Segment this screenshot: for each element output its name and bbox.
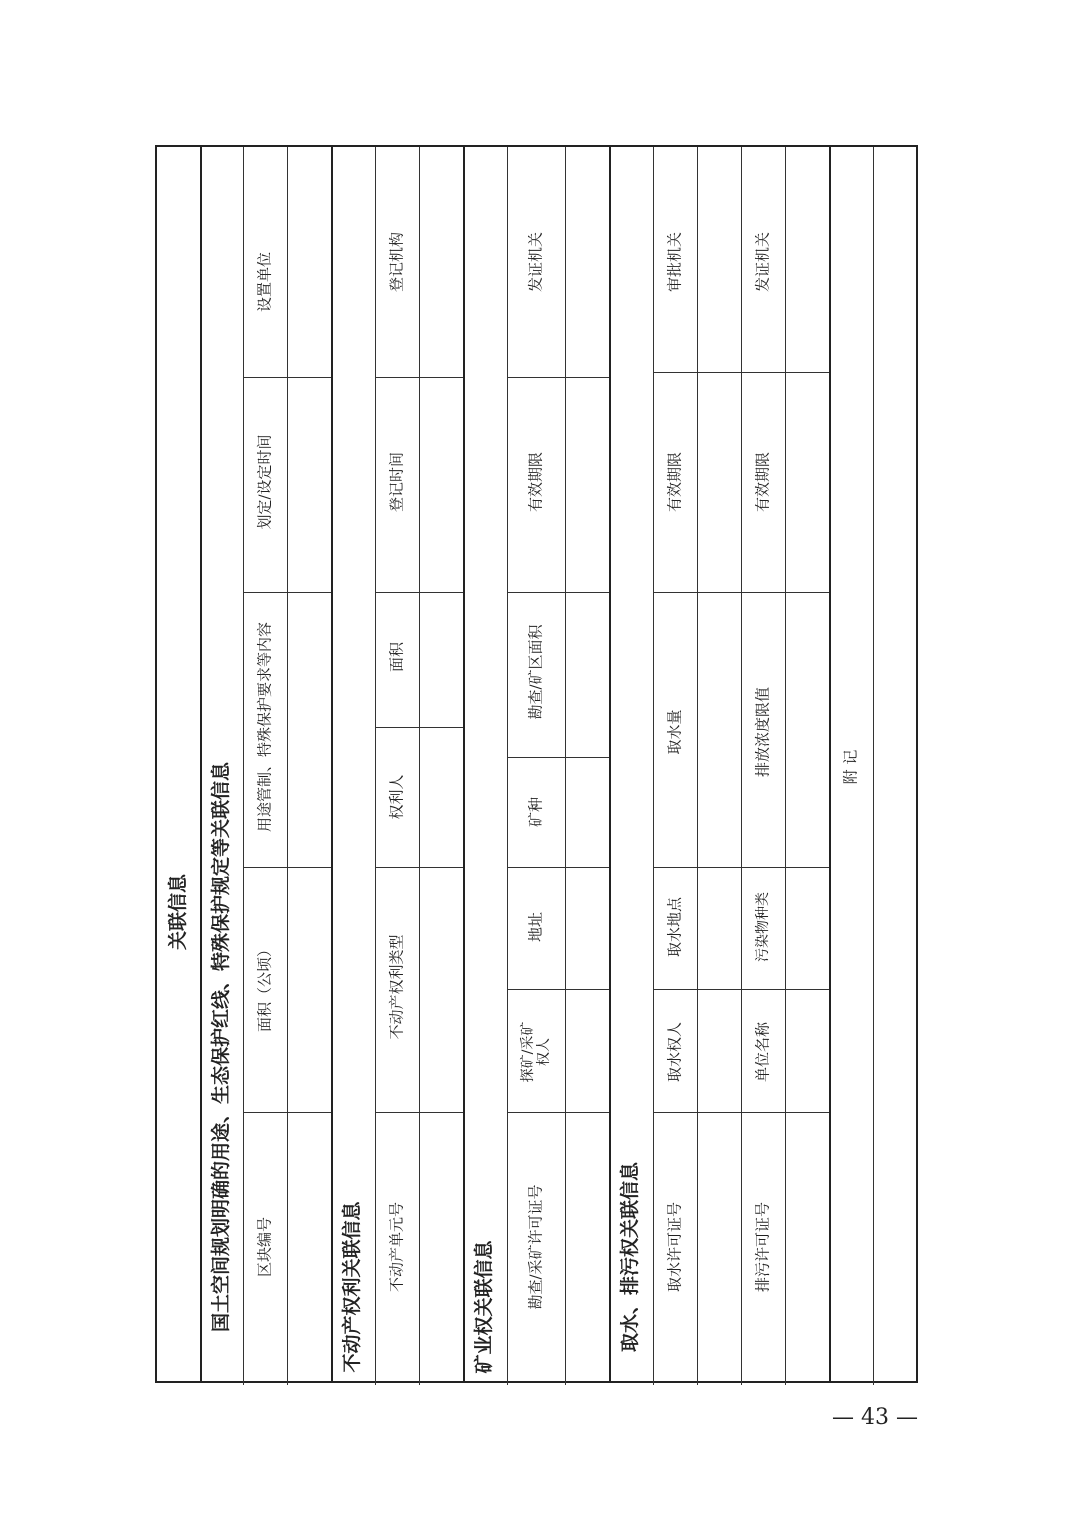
table-title: 关联信息 (167, 873, 190, 951)
header-mineral-type: 矿种 (526, 796, 545, 828)
header-water-amount: 取水量 (665, 709, 684, 755)
section-title-land-space: 国土空间规划明确的用途、生态保护红线、特殊保护规定等关联信息 (210, 761, 233, 1333)
header-pollution-issuer: 发证机关 (753, 231, 772, 293)
header-register-time: 登记时间 (387, 451, 406, 513)
header-validity: 有效期限 (526, 451, 545, 513)
header-unit-number: 不动产单元号 (387, 1201, 406, 1293)
header-issuing-org: 发证机关 (526, 231, 545, 293)
header-mining-right-holder: 探矿/采矿权人 (519, 1021, 552, 1083)
header-water-validity: 有效期限 (665, 451, 684, 513)
header-water-location: 取水地点 (665, 896, 684, 958)
header-water-holder: 取水权人 (665, 1021, 684, 1083)
header-water-approver: 审批机关 (665, 231, 684, 293)
header-water-license: 取水许可证号 (665, 1201, 684, 1293)
header-emission-limit: 排放浓度限值 (753, 686, 772, 778)
header-area: 面积 (387, 641, 406, 673)
related-info-table (155, 145, 918, 1383)
header-pollution-validity: 有效期限 (753, 451, 772, 513)
divider (200, 147, 202, 1381)
section-title-water: 取水、排污权关联信息 (619, 1161, 642, 1353)
header-right-holder: 权利人 (387, 774, 406, 820)
section-title-mining: 矿业权关联信息 (473, 1240, 496, 1374)
header-address: 地址 (526, 911, 545, 943)
divider (463, 147, 465, 1381)
header-register-org: 登记机构 (387, 231, 406, 293)
header-set-time: 划定/设定时间 (255, 434, 274, 530)
header-pollutant-type: 污染物种类 (754, 892, 771, 962)
header-right-type: 不动产权利类型 (387, 934, 406, 1040)
notes-label: 附 记 (841, 749, 860, 785)
section-title-real-estate: 不动产权利关联信息 (341, 1201, 364, 1373)
header-area-hectare: 面积（公顷） (255, 941, 274, 1033)
divider (331, 147, 333, 1381)
header-pollution-license: 排污许可证号 (753, 1201, 772, 1293)
page-number: — 43 — (832, 1405, 918, 1430)
divider (609, 147, 611, 1381)
header-block-number: 区块编号 (255, 1216, 274, 1278)
header-set-unit: 设置单位 (255, 251, 274, 313)
header-mining-area: 勘查/矿区面积 (526, 624, 545, 720)
header-license-number: 勘查/采矿许可证号 (526, 1184, 545, 1310)
divider (829, 147, 831, 1381)
header-usage-control: 用途管制、特殊保护要求等内容 (255, 622, 274, 833)
header-unit-name: 单位名称 (753, 1021, 772, 1083)
